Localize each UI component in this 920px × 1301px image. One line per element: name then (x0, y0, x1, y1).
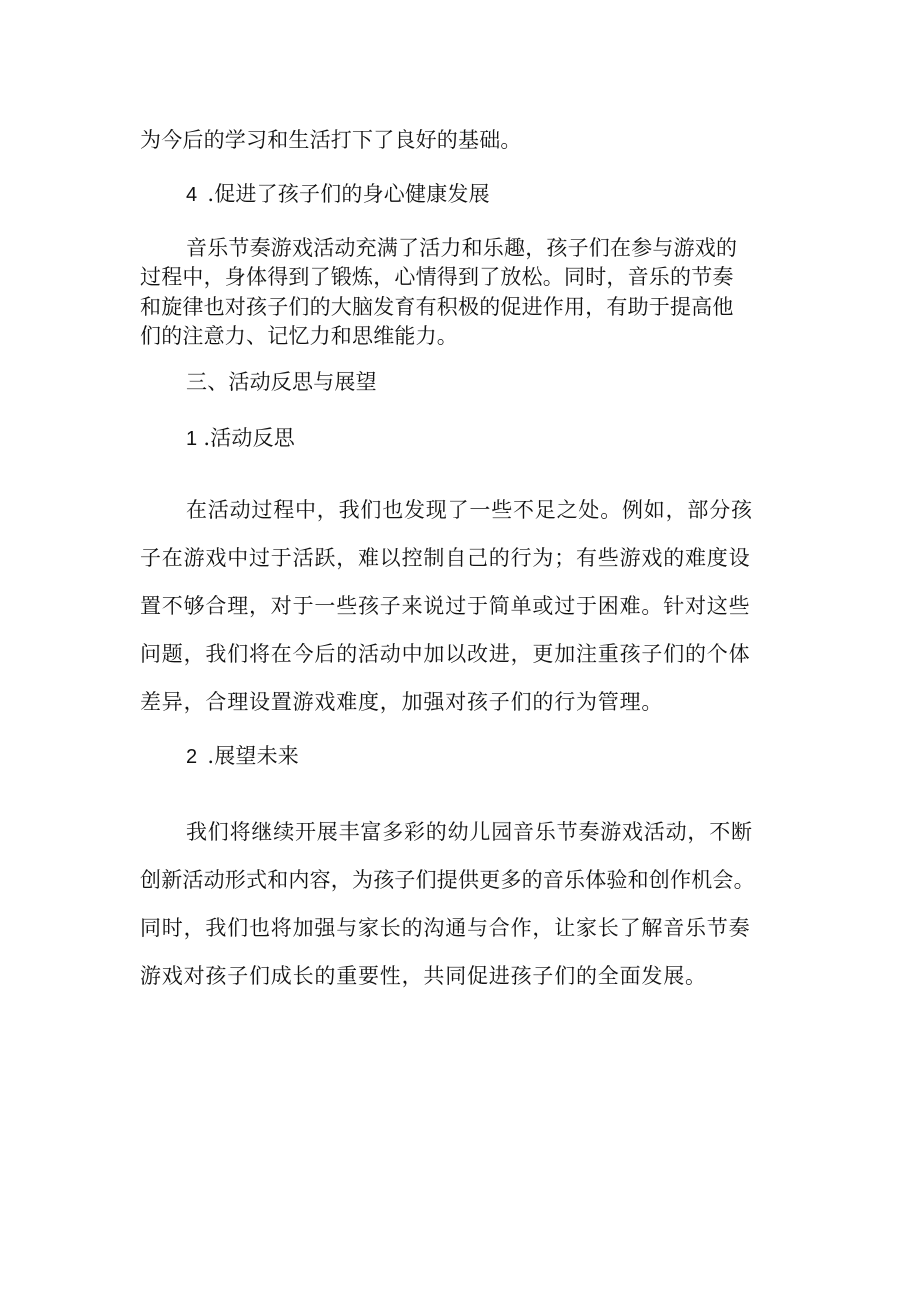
heading-number: 2 (186, 746, 198, 768)
heading-text: .促进了孩子们的身心健康发展 (207, 182, 490, 206)
heading-1 (186, 424, 836, 453)
heading-text: .活动反思 (203, 426, 296, 450)
heading-text: .展望未来 (207, 744, 300, 768)
paragraph-line: 们的注意力、记忆力和思维能力。 (140, 324, 458, 348)
section-heading: 三、活动反思与展望 (186, 370, 377, 394)
paragraph-line: 我们将继续开展丰富多彩的幼儿园音乐节奏游戏活动，不断 (186, 820, 753, 844)
paragraph-line: 音乐节奏游戏活动充满了活力和乐趣，孩子们在参与游戏的 (186, 236, 738, 260)
paragraph-line: 差异，合理设置游戏难度，加强对孩子们的行为管理。 (140, 690, 664, 714)
paragraph-line: 在活动过程中，我们也发现了一些不足之处。例如，部分孩 (186, 498, 753, 522)
heading-4 (186, 180, 836, 209)
paragraph-line: 过程中，身体得到了锻炼，心情得到了放松。同时，音乐的节奏 (140, 265, 734, 289)
paragraph-line: 问题，我们将在今后的活动中加以改进，更加注重孩子们的个体 (140, 642, 751, 666)
paragraph-line: 同时，我们也将加强与家长的沟通与合作，让家长了解音乐节奏 (140, 916, 751, 940)
paragraph-line: 置不够合理，对于一些孩子来说过于简单或过于困难。针对这些 (140, 594, 751, 618)
paragraph-line: 游戏对孩子们成长的重要性，共同促进孩子们的全面发展。 (140, 964, 707, 988)
paragraph-line: 和旋律也对孩子们的大脑发育有积极的促进作用，有助于提高他 (140, 295, 734, 319)
paragraph-line: 子在游戏中过于活跃，难以控制自己的行为；有些游戏的难度设 (140, 546, 751, 570)
heading-2 (186, 742, 836, 771)
paragraph-line: 为今后的学习和生活打下了良好的基础。 (140, 128, 522, 152)
paragraph-line: 创新活动形式和内容，为孩子们提供更多的音乐体验和创作机会。 (140, 868, 755, 892)
heading-number: 4 (186, 184, 198, 206)
heading-number: 1 (186, 428, 198, 450)
